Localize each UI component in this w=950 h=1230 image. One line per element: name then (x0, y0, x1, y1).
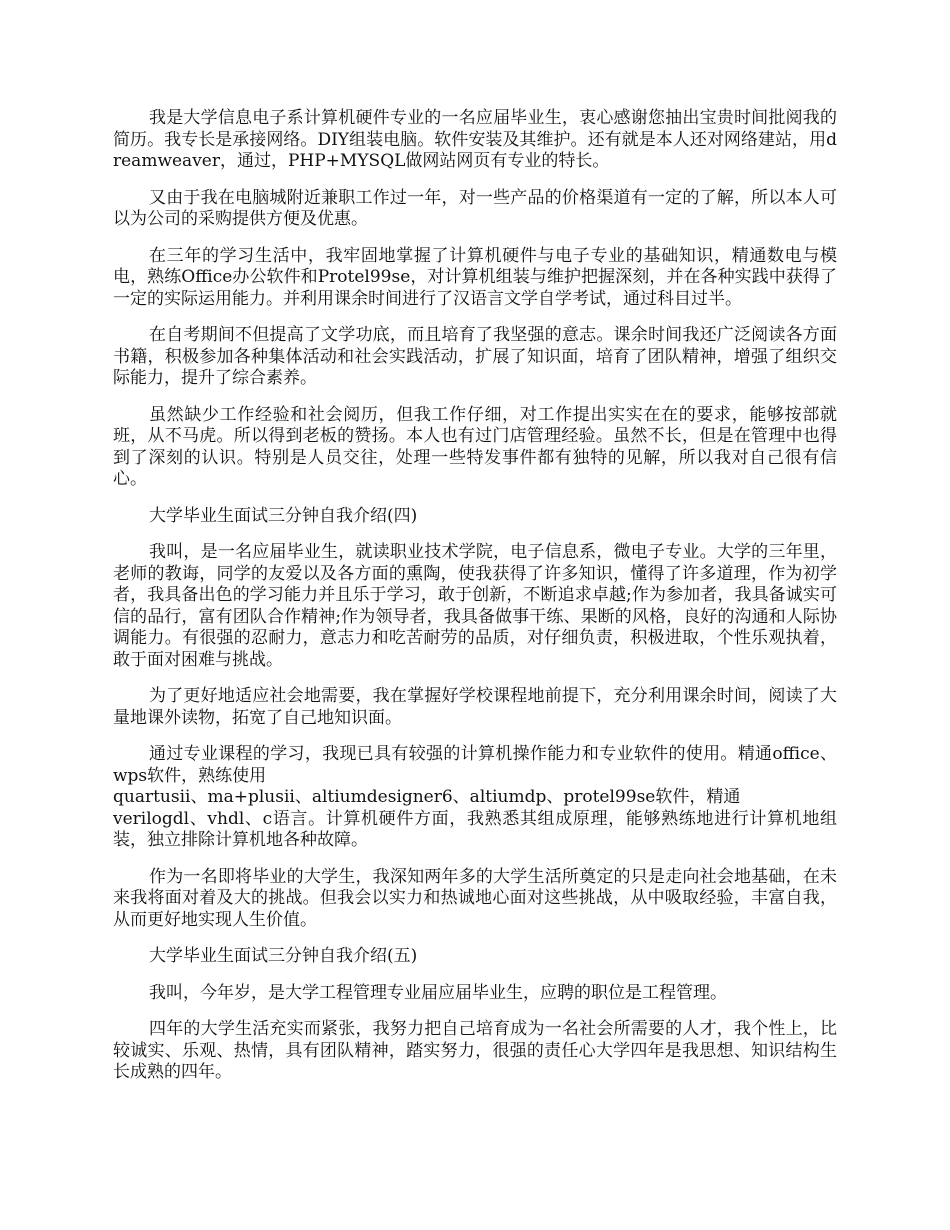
computer-skills-line-2: quartusii、ma+plusii、altiumdesigner6、altiumdp、protel99se软件，精通 (113, 787, 741, 807)
paragraph-self-study: 在自考期间不但提高了文学功底，而且培育了我坚强的意志。课余时间我还广泛阅读各方面书籍，积极参加各种集体活动和社会实践活动，扩展了知识面，培育了团队精神，增强了组织交际能力，提升了综合素养。 (113, 325, 837, 388)
section-heading-five: 大学毕业生面试三分钟自我介绍(五) (149, 946, 418, 966)
paragraph-reading: 为了更好地适应社会地需要，我在掌握好学校课程地前提下，充分利用课余时间，阅读了大量地课外读物，拓宽了自己地知识面。 (113, 686, 837, 728)
paragraph-work-attitude: 虽然缺少工作经验和社会阅历，但我工作仔细，对工作提出实实在在的要求，能够按部就班，从不马虎。所以得到老板的赞扬。本人也有过门店管理经验。虽然不长，但是在管理中也得到了深刻的认识。特别是人员交往，处理一些特发事件都有独特的见解，所以我对自己很有信心。 (113, 404, 837, 489)
paragraph-study-life: 在三年的学习生活中，我牢固地掌握了计算机硬件与电子专业的基础知识，精通数电与模电，熟练Office办公软件和Protel99se，对计算机组装与维护把握深刻，并在各种实践中获得了一定的实际运用能力。并利用课余时间进行了汉语言文学自学考试，通过科目过半。 (113, 245, 837, 309)
paragraph-self-intro-five: 我叫，今年岁，是大学工程管理专业届应届毕业生，应聘的职位是工程管理。 (149, 982, 727, 1003)
paragraph-university-life: 四年的大学生活充实而紧张，我努力把自己培育成为一名社会所需要的人才，我个性上，比较诚实、乐观、热情，具有团队精神，踏实努力，很强的责任心大学四年是我思想、知识结构生长成熟的四年。 (113, 1019, 837, 1082)
paragraph-future: 作为一名即将毕业的大学生，我深知两年多的大学生活所奠定的只是走向社会地基础，在未来我将面对着及大的挑战。但我会以实力和热诚地心面对这些挑战，从中吸取经验，丰富自我，从而更好地实现人生价值。 (113, 866, 837, 930)
paragraph-computer-skills (113, 744, 837, 852)
section-heading-four: 大学毕业生面试三分钟自我介绍(四) (149, 505, 418, 526)
computer-skills-line-1: 通过专业课程的学习，我现已具有较强的计算机操作能力和专业软件的使用。精通office、wps软件，熟练使用 (113, 744, 837, 786)
paragraph-intro: 我是大学信息电子系计算机硬件专业的一名应届毕业生，衷心感谢您抽出宝贵时间批阅我的简历。我专长是承接网络。DIY组装电脑。软件安装及其维护。还有就是本人还对网络建站，用dreamweaver，通过，PHP+MYSQL做网站网页有专业的特长。 (113, 108, 837, 171)
paragraph-self-intro-four: 我叫，是一名应届毕业生，就读职业技术学院，电子信息系，微电子专业。大学的三年里，老师的教诲，同学的友爱以及各方面的熏陶，使我获得了许多知识，懂得了许多道理，作为初学者，我具备出色的学习能力并且乐于学习，敢于创新，不断追求卓越;作为参加者，我具备诚实可信的品行，富有团队合作精神;作为领导者，我具备做事干练、果断的风格，良好的沟通和人际协调能力。有很强的忍耐力，意志力和吃苦耐劳的品质，对仔细负责，积极进取，个性乐观执着，敢于面对困难与挑战。 (113, 542, 837, 670)
paragraph-part-time-job: 又由于我在电脑城附近兼职工作过一年，对一些产品的价格渠道有一定的了解，所以本人可以为公司的采购提供方便及优惠。 (113, 187, 837, 229)
document-page (113, 108, 837, 1099)
computer-skills-line-3: verilogdl、vhdl、c语言。计算机硬件方面，我熟悉其组成原理，能够熟练地进行计算机地组装，独立排除计算机地各种故障。 (113, 808, 837, 850)
